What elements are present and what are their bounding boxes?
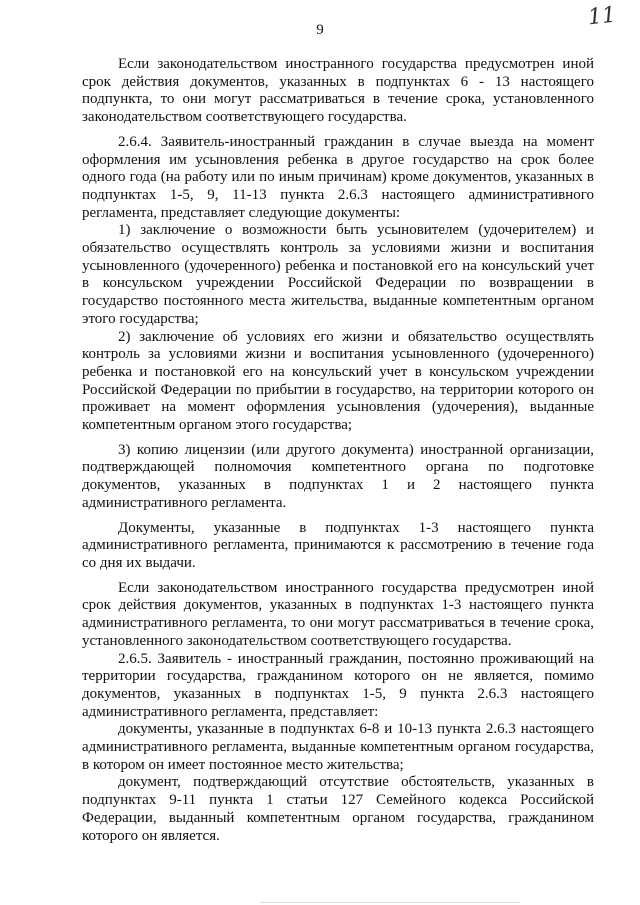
paragraph-validity-note-1: Если законодательством иностранного государства предусмотрен иной срок действия документов, указанных в подпунктах 6 - 13 настоящего подпункта, то они могут рассматриваться в течение срока, установленного законодательством соответствующего государства. <box>82 56 594 126</box>
list-item-3: 3) копию лицензии (или другого документа) иностранной организации, подтверждающей полномочия компетентного органа по подготовке документов, указанных в подпунктах 1 и 2 настоящего пункта административного регламента. <box>82 441 594 511</box>
page-number: 9 <box>316 22 324 38</box>
scan-edge-line <box>260 902 520 903</box>
paragraph-validity-note-2: Если законодательством иностранного государства предусмотрен иной срок действия документов, указанных в подпунктах 1-3 настоящего пункта административного регламента, то они могут рассматриваться в течение срока, установленного законодательством соответствующего государства. <box>82 579 594 649</box>
paragraph-2-6-5: 2.6.5. Заявитель - иностранный гражданин, постоянно проживающий на территории государства, гражданином которого он не является, помимо документов, указанных в подпунктах 1-5, 9 пункта 2.6.3 настоящего административного регламента, представляет: <box>82 650 594 720</box>
document-body <box>82 56 594 845</box>
handwritten-page-mark: 11 <box>586 2 618 31</box>
paragraph-2-6-4: 2.6.4. Заявитель-иностранный гражданин в случае выезда на момент оформления им усыновления ребенка в другое государство на срок более одного года (на работу или по иным причинам) кроме документов, указанных в подпунктах 1-5, 9, 11-13 пункта 2.6.3 настоящего административного регламента, представляет следующие документы: <box>82 133 594 221</box>
list-item-1: 1) заключение о возможности быть усыновителем (удочерителем) и обязательство осуществлять контроль за условиями жизни и воспитания усыновленного (удочеренного) ребенка и постановкой его на консульский учет в консульском учреждении Российской Федерации по возвращении в государство постоянного места жительства, выданные компетентным органом этого государства; <box>82 222 594 327</box>
paragraph-documents-term: Документы, указанные в подпунктах 1-3 настоящего пункта административного регламента, принимаются к рассмотрению в течение года со дня их выдачи. <box>82 519 594 571</box>
paragraph-documents-6-8: документы, указанные в подпунктах 6-8 и 10-13 пункта 2.6.3 настоящего административного регламента, выданные компетентным органом государства, в котором он имеет постоянное место жительства; <box>82 721 594 773</box>
paragraph-document-absence: документ, подтверждающий отсутствие обстоятельств, указанных в подпунктах 9-11 пункта 1 статьи 127 Семейного кодекса Российской Федерации, выданный компетентным органом государства, гражданином которого он является. <box>82 774 594 844</box>
list-item-2: 2) заключение об условиях его жизни и обязательство осуществлять контроль за условиями жизни и воспитания усыновленного (удочеренного) ребенка и постановкой его на консульский учет в консульском учреждении Российской Федерации по прибытии в государство, на территории которого он проживает на момент оформления усыновления (удочерения), выданные компетентным органом этого государства; <box>82 328 594 434</box>
